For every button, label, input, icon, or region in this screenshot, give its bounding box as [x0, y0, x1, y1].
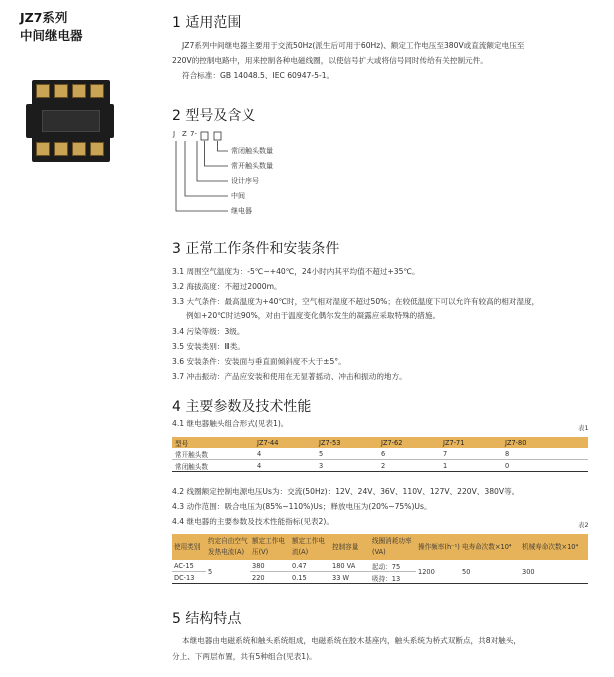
section-1-standard: 符合标准：GB 14048.5、IEC 60947-5-1。	[182, 71, 335, 80]
table-cell: 0.47	[290, 560, 330, 572]
table-header-cell: 操作频率(h⁻¹)	[416, 534, 460, 560]
section-1-heading: 1 适用范围	[172, 15, 242, 31]
table-cell: 1200	[416, 560, 460, 584]
model-code-letter-j: J	[173, 130, 176, 138]
table-cell: 300	[520, 560, 588, 584]
table-cell: 常开触头数	[172, 448, 254, 460]
condition-item: 3.6 安装条件：安装面与垂直面倾斜度不大于±5°。	[172, 357, 346, 366]
section-5-para-line2: 分上、下两层布置，共有5种组合(见表1)。	[172, 652, 317, 661]
table-cell: 常闭触头数	[172, 460, 254, 472]
product-title-name: 中间继电器	[20, 28, 83, 43]
table-header-row	[172, 437, 588, 448]
code-label-design-no: 设计序号	[231, 177, 259, 185]
table-row	[172, 560, 588, 572]
table-cell: 1	[440, 460, 502, 472]
table-cell: DC-13	[172, 572, 206, 584]
table-header-cell: 型号	[172, 437, 254, 448]
param-4-2: 4.2 线圈额定控制电源电压Us为：交流(50Hz)：12V、24V、36V、110V、127V、220V、380V等。	[172, 487, 520, 496]
condition-item: 3.1 周围空气温度为：-5℃~+40℃，24小时内其平均值不超过+35℃。	[172, 267, 420, 276]
table-cell: 33 W	[330, 572, 370, 584]
product-title-series: JZ7系列	[20, 10, 68, 25]
table-cell: 5	[316, 448, 378, 460]
model-code-series: 7-	[190, 130, 197, 138]
table-cell: 0.15	[290, 572, 330, 584]
code-label-nc-count: 常闭触头数量	[231, 147, 273, 155]
table-header-cell: 额定工作电压(V)	[250, 534, 290, 560]
table-1-caption: 4.1 继电器触头组合形式(见表1)。	[172, 419, 289, 428]
table-header-cell: 使用类别	[172, 534, 206, 560]
table-cell: 5	[206, 560, 250, 584]
condition-item-continued: 例如+20℃时达90%，对由于温度变化偶尔发生的凝露应采取特殊的措施。	[186, 311, 441, 320]
condition-item: 3.7 冲击振动：产品应安装和使用在无显著摇动、冲击和振动的地方。	[172, 372, 407, 381]
condition-item: 3.2 海拔高度：不超过2000m。	[172, 282, 282, 291]
table-cell: 8	[502, 448, 588, 460]
table-cell: 380	[250, 560, 290, 572]
condition-item: 3.5 安装类别：Ⅲ类。	[172, 342, 245, 351]
table-cell: 50	[460, 560, 520, 584]
section-3-heading: 3 正常工作条件和安装条件	[172, 241, 340, 257]
model-code-letter-z: Z	[182, 130, 187, 138]
table-header-row	[172, 534, 588, 560]
table-header-cell: JZ7-44	[254, 437, 316, 448]
section-5-para-line1: 本继电器由电磁系统和触头系统组成，电磁系统在胶木基座内，触头系统为桥式双断点，共8对触头，	[182, 636, 521, 645]
table-header-cell: JZ7-71	[440, 437, 502, 448]
table-header-cell: 电寿命次数×10⁴	[460, 534, 520, 560]
table-1-tag: 表1	[578, 424, 589, 432]
table-cell: 吸持：13	[370, 572, 416, 584]
table-row	[172, 448, 588, 460]
contact-combination-table	[172, 437, 588, 472]
condition-item: 3.4 污染等级：3级。	[172, 327, 245, 336]
table-cell: 4	[254, 460, 316, 472]
model-code-diagram	[172, 128, 332, 224]
param-4-4: 4.4 继电器的主要参数及技术性能指标(见表2)。	[172, 517, 334, 526]
table-cell: 3	[316, 460, 378, 472]
table-cell: 2	[378, 460, 440, 472]
condition-item: 3.3 大气条件：最高温度为+40℃时，空气相对湿度不超过50%；在较低温度下可以允许有较高的相对湿度，	[172, 297, 540, 306]
param-4-3: 4.3 动作范围：吸合电压为(85%~110%)Us；释放电压为(20%~75%)Us。	[172, 502, 432, 511]
table-header-cell: 机械寿命次数×10⁴	[520, 534, 588, 560]
table-header-cell: 约定自由空气发热电流(A)	[206, 534, 250, 560]
technical-parameters-table	[172, 534, 588, 584]
section-1-para-line2: 220V的控制电路中，用来控制各种电磁线圈，以使信号扩大或将信号同时传给有关控制元件。	[172, 56, 488, 65]
table-cell: AC-15	[172, 560, 206, 572]
table-header-cell: 控制容量	[330, 534, 370, 560]
section-1-para-line1: JZ7系列中间继电器主要用于交流50Hz(派生后可用于60Hz)、额定工作电压至380V或直流额定电压至	[182, 41, 525, 50]
table-header-cell: JZ7-62	[378, 437, 440, 448]
table-cell: 起动：75	[370, 560, 416, 572]
table-cell: 220	[250, 572, 290, 584]
table-cell: 180 VA	[330, 560, 370, 572]
table-2-tag: 表2	[578, 521, 589, 529]
table-cell: 0	[502, 460, 588, 472]
section-2-heading: 2 型号及含义	[172, 108, 256, 124]
relay-product-image	[26, 74, 114, 166]
table-cell: 4	[254, 448, 316, 460]
table-row	[172, 460, 588, 472]
table-cell: 7	[440, 448, 502, 460]
table-header-cell: JZ7-53	[316, 437, 378, 448]
code-label-intermediate: 中间	[231, 192, 245, 200]
table-header-cell: 额定工作电流(A)	[290, 534, 330, 560]
table-cell: 6	[378, 448, 440, 460]
table-header-cell: JZ7-80	[502, 437, 588, 448]
section-4-heading: 4 主要参数及技术性能	[172, 399, 312, 415]
code-label-no-count: 常开触头数量	[231, 162, 273, 170]
table-header-cell: 线圈消耗功率(VA)	[370, 534, 416, 560]
code-label-relay: 继电器	[231, 207, 252, 215]
section-5-heading: 5 结构特点	[172, 611, 242, 627]
